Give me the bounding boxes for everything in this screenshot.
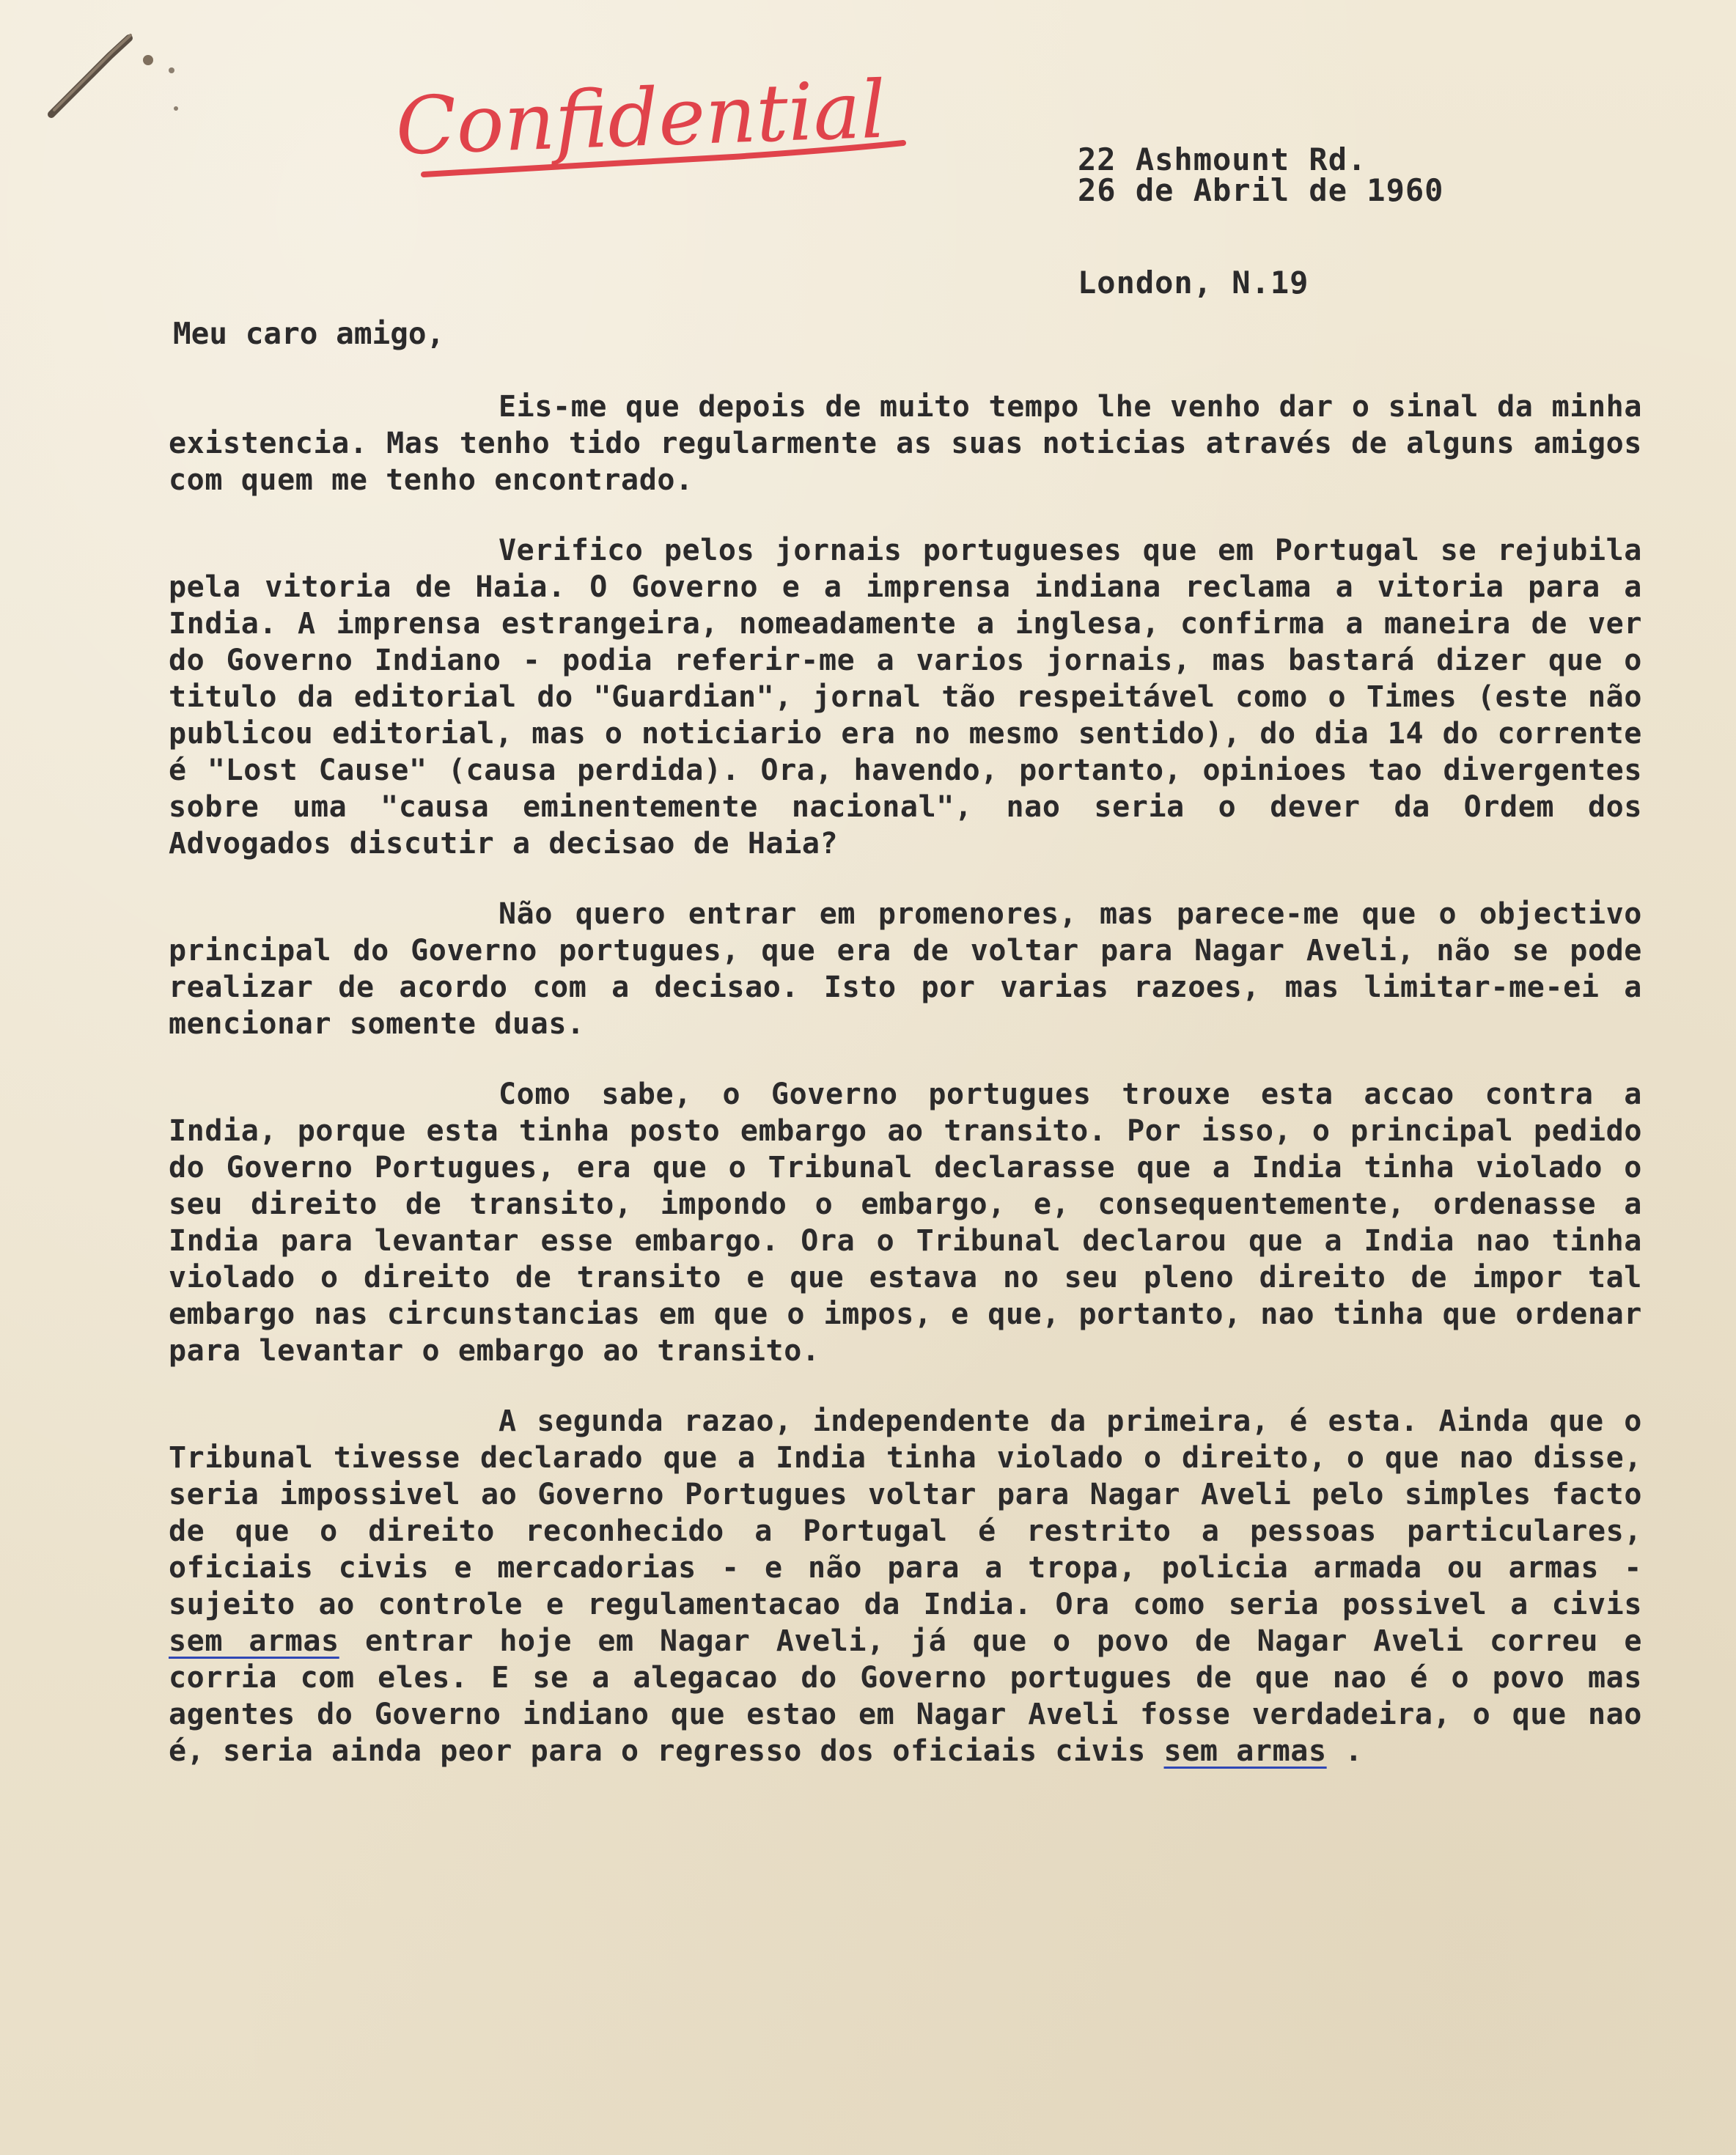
- staple-mark: [38, 21, 207, 130]
- underlined-sem-armas-2: sem armas: [1163, 1734, 1327, 1768]
- paragraph-4-text: Como sabe, o Governo portugues trouxe esta accao contra a India, porque esta tinha posto embargo ao transito. Por isso, o principal pedido do Governo Portugues, era que o Tribunal declarasse que a India tinha violado o seu direito de transito, impondo o embargo, e, consequentemente, ordenasse a India para levantar esse embargo. Ora o Tribunal declarou que a India nao tinha violado o direito de transito e que estava no seu pleno direito de impor tal embargo nas circunstancias em que o impos, e que, portanto, nao tinha que ordenar para levantar o embargo ao transito.: [169, 1078, 1642, 1368]
- confidential-stamp: [389, 51, 931, 198]
- confidential-stamp-text: Confidential: [394, 64, 888, 173]
- letter-body: [169, 388, 1642, 1769]
- paragraph-5-text-3: .: [1345, 1734, 1364, 1768]
- paragraph-3: [169, 896, 1642, 1042]
- paragraph-2-text: Verifico pelos jornais portugueses que em Portugal se rejubila pela vitoria de Haia. O Governo e a imprensa indiana reclama a vitoria para a India. A imprensa estrangeira, nomeadamente a inglesa, confirma a maneira de ver do Governo Indiano - podia referir-me a varios jornais, mas bastará dizer que o titulo da editorial do "Guardian", jornal tão respeitável como o Times (este não publicou editorial, mas o noticiario era no mesmo sentido), do dia 14 do corrente é "Lost Cause" (causa perdida). Ora, havendo, portanto, opinioes tao divergentes sobre uma "causa eminentemente nacional", nao seria o dever da Ordem dos Advogados discutir a decisao de Haia?: [169, 534, 1642, 861]
- address-line-2: London, N.19: [1078, 265, 1309, 301]
- paragraph-3-text: Não quero entrar em promenores, mas parece-me que o objectivo principal do Governo portugues, que era de voltar para Nagar Aveli, não se pode realizar de acordo com a decisao. Isto por varias razoes, mas limitar-me-ei a mencionar somente duas.: [169, 897, 1642, 1041]
- salutation: Meu caro amigo,: [173, 316, 445, 351]
- letter-date: 26 de Abril de 1960: [1078, 172, 1444, 208]
- paragraph-1-text: Eis-me que depois de muito tempo lhe venho dar o sinal da minha existencia. Mas tenho tido regularmente as suas noticias através de alguns amigos com quem me tenho encontrado.: [169, 390, 1642, 497]
- paragraph-5: [169, 1403, 1642, 1769]
- underlined-sem-armas-1: sem armas: [169, 1624, 339, 1658]
- paragraph-1: [169, 388, 1642, 498]
- paragraph-4: [169, 1076, 1642, 1369]
- paragraph-5-text-1: A segunda razao, independente da primeira, é esta. Ainda que o Tribunal tivesse declarado que a India tinha violado o direito, o que nao disse, seria impossivel ao Governo Portugues voltar para Nagar Aveli pelo simples facto de que o direito reconhecido a Portugal é restrito a pessoas particulares, oficiais civis e mercadorias - e não para a tropa, policia armada ou armas - sujeito ao controle e regulamentacao da India. Ora como seria possivel a civis: [169, 1404, 1642, 1621]
- paragraph-2: [169, 532, 1642, 862]
- sender-address: [1078, 57, 1367, 386]
- paragraph-5-text-2: entrar hoje em Nagar Aveli, já que o povo de Nagar Aveli correu e corria com eles. E se a alegacao do Governo portugues de que nao é o povo mas agentes do Governo indiano que estao em Nagar Aveli fosse verdadeira, o que nao é, seria ainda peor para o regresso dos oficiais civis: [169, 1624, 1642, 1768]
- address-line-1: 22 Ashmount Rd.: [1078, 141, 1367, 177]
